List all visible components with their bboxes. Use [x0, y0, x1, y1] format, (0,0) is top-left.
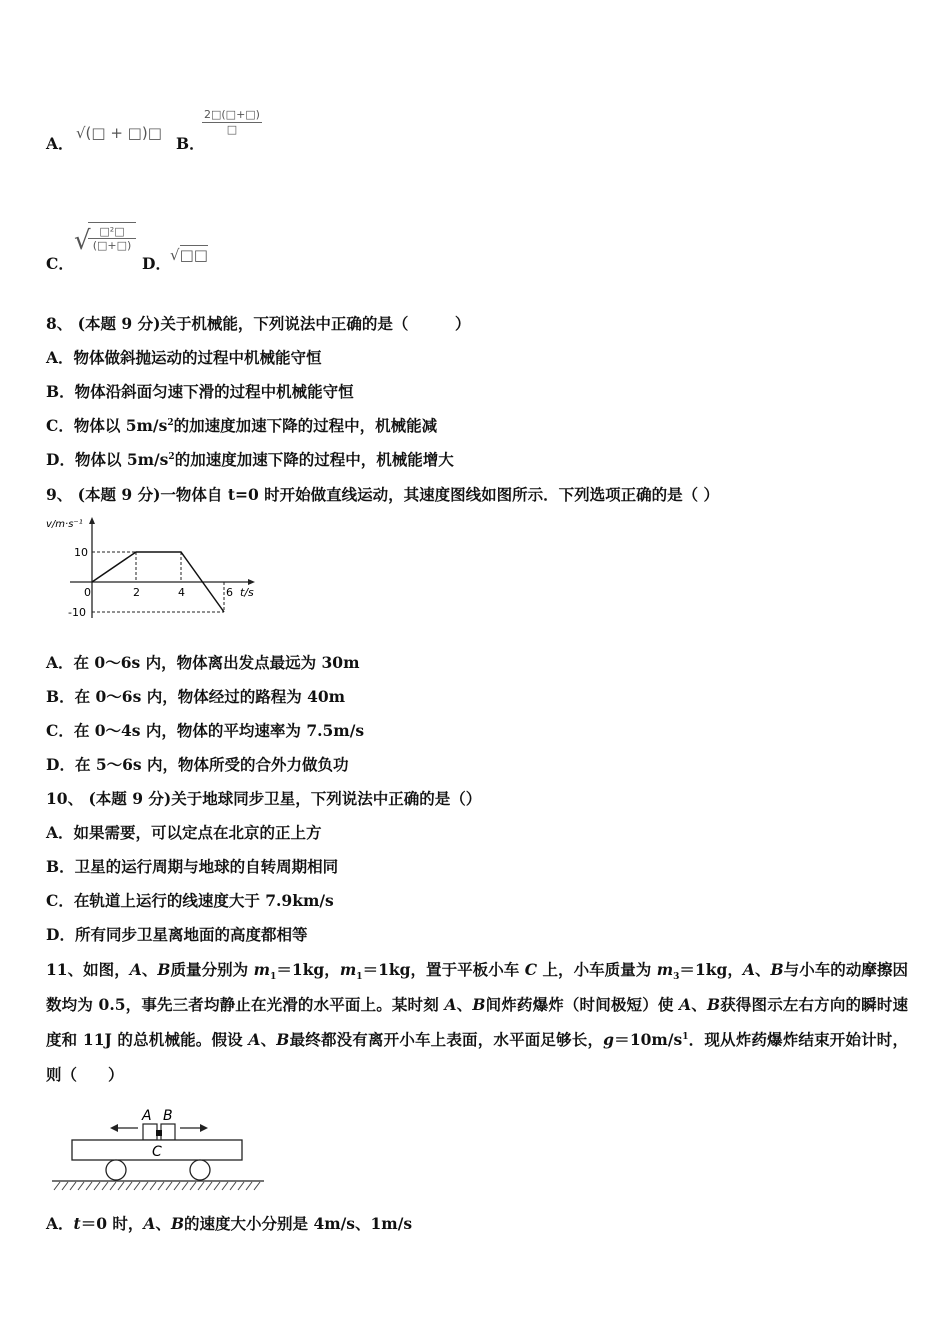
q11-text: 间炸药爆炸（时间极短）使	[485, 995, 680, 1014]
q10-option-d: D．所有同步卫星离地面的高度都相等	[46, 925, 308, 944]
q11-text: ＝1kg，置于平板小车	[362, 960, 525, 979]
q11-var: m	[253, 960, 271, 979]
q7-option-b	[176, 134, 205, 154]
q11-cart-figure	[48, 1100, 270, 1196]
q11-text: ．现从炸药爆炸结束开始计时，则（ ）	[46, 1030, 908, 1084]
q11-sup: 1	[682, 1031, 689, 1042]
graph-tick-2: 2	[133, 586, 140, 599]
graph-tick-neg10: -10	[68, 606, 86, 619]
block-a	[143, 1124, 157, 1140]
q7-formula-b-denominator: □	[226, 123, 238, 136]
q9-velocity-graph	[40, 514, 270, 626]
q11-sub: 1	[270, 972, 277, 983]
q11-sub: 1	[356, 972, 363, 983]
block-b	[161, 1124, 175, 1140]
q10-option-c: C．在轨道上运行的线速度大于 7.9km/s	[46, 891, 334, 910]
q8-option-b: B．物体沿斜面匀速下滑的过程中机械能守恒	[46, 382, 354, 401]
q11-a-var: B	[170, 1214, 185, 1233]
q9-stem: 9、 (本题 9 分)一物体自 t=0 时开始做直线运动，其速度图线如图所示．下列选项正确的是（ ）	[46, 485, 720, 504]
q8-stem: 8、 (本题 9 分)关于机械能，下列说法中正确的是（ ）	[46, 314, 471, 333]
arrow-right-head	[200, 1124, 208, 1132]
q7-formula-b-numerator: 2□(□+□)	[202, 108, 262, 123]
graph-y-arrow	[89, 517, 95, 524]
q11-var: A	[444, 995, 457, 1014]
q11-a-var: t	[73, 1214, 81, 1233]
q8-option-c	[46, 416, 437, 436]
graph-x-arrow	[248, 579, 255, 585]
q7-formula-d: √□□	[170, 246, 208, 264]
q7-formula-b	[202, 108, 262, 136]
q11-text: ＝1kg，	[276, 960, 340, 979]
ground-hatch	[54, 1182, 260, 1190]
q11-text: 上，小车质量为	[537, 960, 657, 979]
label-a: A	[142, 1108, 152, 1124]
q9-option-d: D．在 5～6s 内，物体所受的合外力做负功	[46, 755, 349, 774]
q11-var: g	[603, 1030, 614, 1049]
graph-tick-4: 4	[178, 586, 185, 599]
q11-var: m	[339, 960, 357, 979]
q11-var: A	[248, 1030, 261, 1049]
q11-var: B	[770, 960, 784, 979]
q7-c-label: C．	[46, 254, 74, 273]
q11-text: ＝1kg，	[679, 960, 743, 979]
q10-option-a: A．如果需要，可以定点在北京的正上方	[46, 823, 322, 842]
q7-formula-a: √(□ + □)□	[76, 124, 162, 142]
q11-var: B	[276, 1030, 290, 1049]
q8-d-pre: D．物体以 5m/s	[46, 450, 169, 469]
q11-sub: 3	[673, 972, 680, 983]
q11-text: 质量分别为	[170, 960, 254, 979]
q8-d-sup: 2	[168, 451, 175, 462]
wheel-left	[106, 1160, 126, 1180]
q11-a-text: 、	[155, 1214, 171, 1233]
q7-option-c	[46, 254, 74, 274]
q7-formula-c-denominator: (□+□)	[92, 239, 132, 252]
graph-tick-0: 0	[84, 586, 91, 599]
q9-option-a: A．在 0～6s 内，物体离出发点最远为 30m	[46, 653, 360, 672]
q9-option-c: C．在 0～4s 内，物体的平均速率为 7.5m/s	[46, 721, 365, 740]
q11-option-a	[46, 1214, 412, 1234]
q11-text: 、	[141, 960, 158, 979]
q11-var: m	[656, 960, 674, 979]
q11-a-text: ＝0 时，	[80, 1214, 144, 1233]
q7-formula-c: √ □²□ (□+□)	[74, 222, 136, 252]
label-b: B	[163, 1108, 173, 1124]
q9-option-b: B．在 0～6s 内，物体经过的路程为 40m	[46, 687, 346, 706]
q8-c-sup: 2	[167, 417, 174, 428]
q8-d-post: 的加速度加速下降的过程中，机械能增大	[174, 450, 454, 469]
q11-var: B	[157, 960, 171, 979]
q11-var: A	[679, 995, 692, 1014]
q11-var: A	[129, 960, 142, 979]
wheel-right	[190, 1160, 210, 1180]
q11-var: B	[706, 995, 721, 1014]
q7-b-label: B．	[176, 134, 205, 153]
q11-stem	[46, 952, 908, 1092]
arrow-left-head	[110, 1124, 118, 1132]
q7-option-d	[142, 254, 171, 274]
q8-option-a: A．物体做斜抛运动的过程中机械能守恒	[46, 348, 322, 367]
q11-a-var: A	[143, 1214, 156, 1233]
q11-text: ＝10m/s	[614, 1030, 683, 1049]
q8-c-pre: C．物体以 5m/s	[46, 416, 168, 435]
q7-option-a	[46, 134, 74, 154]
q11-var: A	[742, 960, 755, 979]
q7-formula-c-numerator: □²□	[88, 225, 136, 239]
q7-d-label: D．	[142, 254, 171, 273]
q7-a-label: A．	[46, 134, 74, 153]
q11-text: 获得图示左右方向的瞬时速度和 11J 的总机械能。假设	[46, 995, 908, 1049]
q11-text: 11、如图，	[46, 960, 130, 979]
graph-tick-6: 6	[226, 586, 233, 599]
q11-text: 与小车的动摩擦因数均为 0.5，事先三者均静止在光滑的水平面上。某时刻	[46, 960, 908, 1014]
q11-a-text: 的速度大小分别是 4m/s、1m/s	[184, 1214, 413, 1233]
explosive	[156, 1130, 162, 1136]
q11-text: 、	[260, 1030, 277, 1049]
q8-c-post: 的加速度加速下降的过程中，机械能减	[173, 416, 438, 435]
q11-a-text: A．	[46, 1214, 74, 1233]
q11-text: 、	[456, 995, 473, 1014]
q7-formula-d-body: □□	[179, 246, 208, 264]
q10-stem: 10、 (本题 9 分)关于地球同步卫星，下列说法中正确的是（）	[46, 789, 482, 808]
q10-option-b: B．卫星的运行周期与地球的自转周期相同	[46, 857, 339, 876]
q11-var: B	[472, 995, 486, 1014]
q11-var: C	[524, 960, 538, 979]
graph-y-label: v/m·s⁻¹	[46, 519, 83, 530]
label-c: C	[152, 1144, 162, 1160]
q8-option-d	[46, 450, 454, 470]
q11-text: 、	[754, 960, 771, 979]
q11-text: 最终都没有离开小车上表面，水平面足够长，	[289, 1030, 604, 1049]
graph-x-label: t/s	[240, 586, 254, 599]
graph-tick-10: 10	[74, 546, 88, 559]
q11-text: 、	[691, 995, 707, 1014]
